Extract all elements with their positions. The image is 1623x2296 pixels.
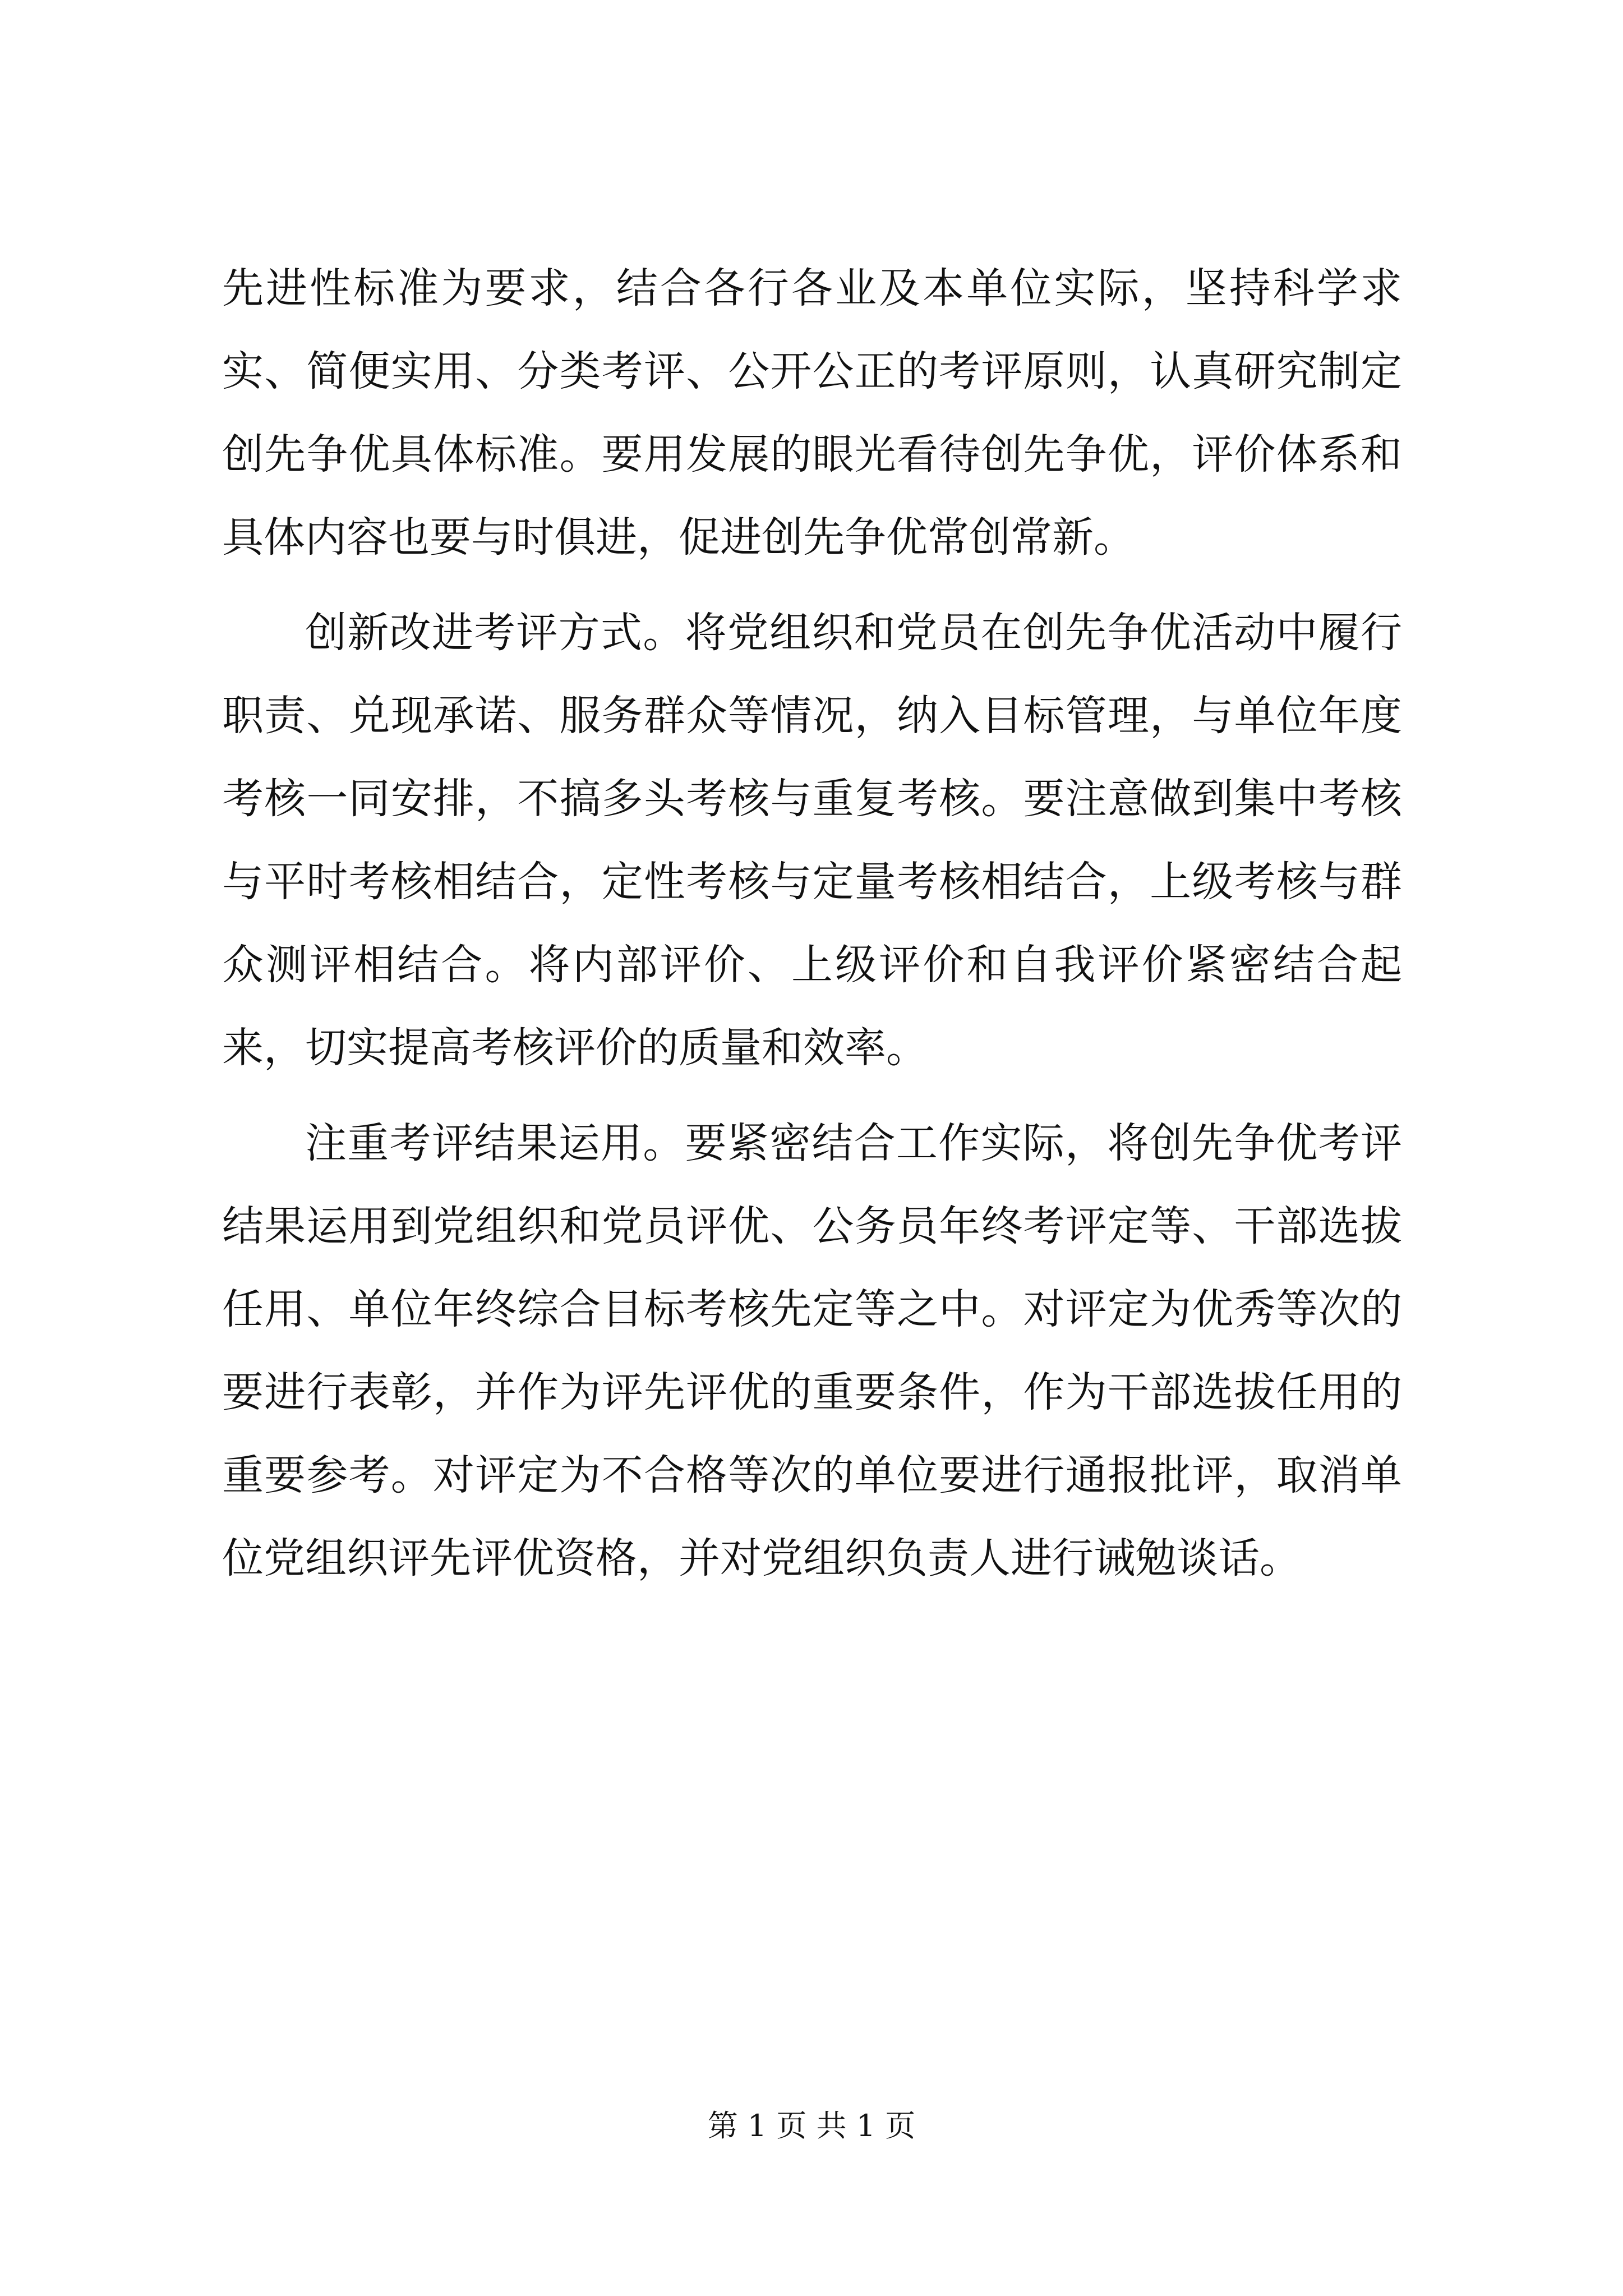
paragraph-continuation: 先进性标准为要求，结合各行各业及本单位实际，坚持科学求实、简便实用、分类考评、公开公正的考评原则，认真研究制定创先争优具体标准。要用发展的眼光看待创先争优，评价体系和具体内容也要与时俱进，促进创先争优常创常新。	[222, 264, 1402, 562]
document-body	[222, 247, 1402, 1612]
paragraph-assessment-method: 创新改进考评方式。将党组织和党员在创先争优活动中履行职责、兑现承诺、服务群众等情况，纳入目标管理，与单位年度考核一同安排，不搞多头考核与重复考核。要注意做到集中考核与平时考核相结合，定性考核与定量考核相结合，上级考核与群众测评相结合。将内部评价、上级评价和自我评价紧密结合起来，切实提高考核评价的质量和效率。	[222, 609, 1402, 1072]
paragraph-result-application: 注重考评结果运用。要紧密结合工作实际，将创先争优考评结果运用到党组织和党员评优、公务员年终考评定等、干部选拔任用、单位年终综合目标考核先定等之中。对评定为优秀等次的要进行表彰，并作为评先评优的重要条件，作为干部选拔任用的重要参考。对评定为不合格等次的单位要进行通报批评，取消单位党组织评先评优资格，并对党组织负责人进行诫勉谈话。	[222, 1119, 1402, 1582]
page-footer: 第 1 页 共 1 页	[707, 2108, 916, 2143]
